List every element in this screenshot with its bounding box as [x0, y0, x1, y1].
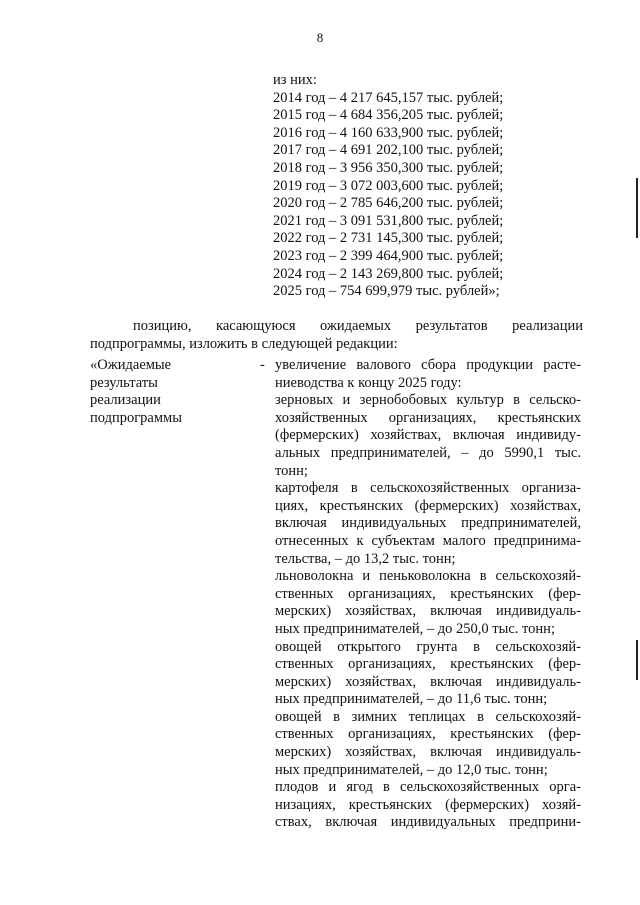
table-value-line: ных предпринимателей, – до 12,0 тыс. тонн; — [275, 761, 548, 778]
table-value-line: тонн; — [275, 462, 308, 479]
year-list-line: 2021 год – 3 091 531,800 тыс. рублей; — [273, 212, 504, 229]
table-value-line: циях, крестьянских (фермерских) хозяйствах, — [275, 497, 581, 514]
table-value-line: ных предпринимателей, – до 250,0 тыс. тонн; — [275, 620, 555, 637]
page-number: 8 — [316, 30, 324, 45]
table-label-line: реализации — [90, 392, 161, 409]
year-list-line: 2014 год – 4 217 645,157 тыс. рублей; — [273, 89, 504, 106]
table-value-line: ственных организациях, крестьянских (фер- — [275, 585, 581, 602]
table-value-line: увеличение валового сбора продукции расте- — [275, 357, 581, 373]
table-value-line: хозяйственных организациях, крестьянских — [275, 409, 581, 426]
table-label-column — [90, 357, 240, 427]
year-list-line: из них: — [273, 72, 317, 88]
table-value-line: ственных организациях, крестьянских (фер- — [275, 656, 581, 673]
year-list-line: 2016 год – 4 160 633,900 тыс. рублей; — [273, 124, 504, 141]
table-value-line: овощей открытого грунта в сельскохозяй- — [275, 638, 581, 655]
paragraph-line: подпрограммы, изложить в следующей редакции: — [90, 335, 398, 352]
year-list-line: 2025 год – 754 699,979 тыс. рублей»; — [273, 283, 500, 300]
scan-edge-mark — [636, 640, 638, 680]
scan-edge-mark — [636, 178, 638, 238]
table-value-line: ниеводства к концу 2025 году: — [275, 374, 462, 391]
table-value-line: льноволокна и пеньковолокна в сельскохозяй- — [275, 568, 581, 585]
year-list-line: 2020 год – 2 785 646,200 тыс. рублей; — [273, 195, 504, 212]
table-value-line: мерских) хозяйствах, включая индивидуаль- — [275, 744, 581, 761]
year-list-line: 2015 год – 4 684 356,205 тыс. рублей; — [273, 107, 504, 124]
table-value-line: ствах, включая индивидуальных предприни- — [275, 814, 581, 831]
table-value-line: альных предпринимателей, – до 5990,1 тыс. — [275, 444, 581, 461]
table-value-line: ственных организациях, крестьянских (фер- — [275, 726, 581, 743]
year-list-line: 2022 год – 2 731 145,300 тыс. рублей; — [273, 230, 504, 247]
table-value-line: отнесенных к субъектам малого предпринима- — [275, 532, 581, 549]
year-list-line: 2017 год – 4 691 202,100 тыс. рублей; — [273, 142, 504, 159]
table-value-line: картофеля в сельскохозяйственных организа- — [275, 480, 581, 497]
table-separator-dash: - — [260, 357, 265, 373]
year-list-line: 2024 год – 2 143 269,800 тыс. рублей; — [273, 265, 504, 282]
table-value-line: плодов и ягод в сельскохозяйственных орга- — [275, 779, 581, 796]
table-value-line: овощей в зимних теплицах в сельскохозяй- — [275, 708, 581, 725]
table-value-column — [275, 357, 581, 832]
table-label-line: результаты — [90, 374, 158, 391]
paragraph-line: позицию, касающуюся ожидаемых результатов реализации — [133, 318, 583, 334]
table-value-line: включая индивидуальных предпринимателей, — [275, 515, 581, 532]
table-value-line: мерских) хозяйствах, включая индивидуаль- — [275, 603, 581, 620]
table-value-line: ных предпринимателей, – до 11,6 тыс. тонн; — [275, 691, 548, 708]
table-value-line: тельства, – до 13,2 тыс. тонн; — [275, 550, 456, 567]
table-value-line: (фермерских) хозяйствах, включая индивиду- — [275, 427, 581, 444]
year-list-line: 2019 год – 3 072 003,600 тыс. рублей; — [273, 177, 504, 194]
year-list-line: 2018 год – 3 956 350,300 тыс. рублей; — [273, 159, 504, 176]
instruction-paragraph — [90, 318, 583, 353]
table-value-line: зерновых и зернобобовых культур в сельско- — [275, 392, 581, 409]
table-value-line: мерских) хозяйствах, включая индивидуаль- — [275, 673, 581, 690]
table-label-line: «Ожидаемые — [90, 357, 172, 373]
table-value-line: низациях, крестьянских (фермерских) хозяй- — [275, 796, 581, 813]
year-list — [273, 72, 503, 301]
year-list-line: 2023 год – 2 399 464,900 тыс. рублей; — [273, 247, 504, 264]
table-label-line: подпрограммы — [90, 409, 182, 426]
